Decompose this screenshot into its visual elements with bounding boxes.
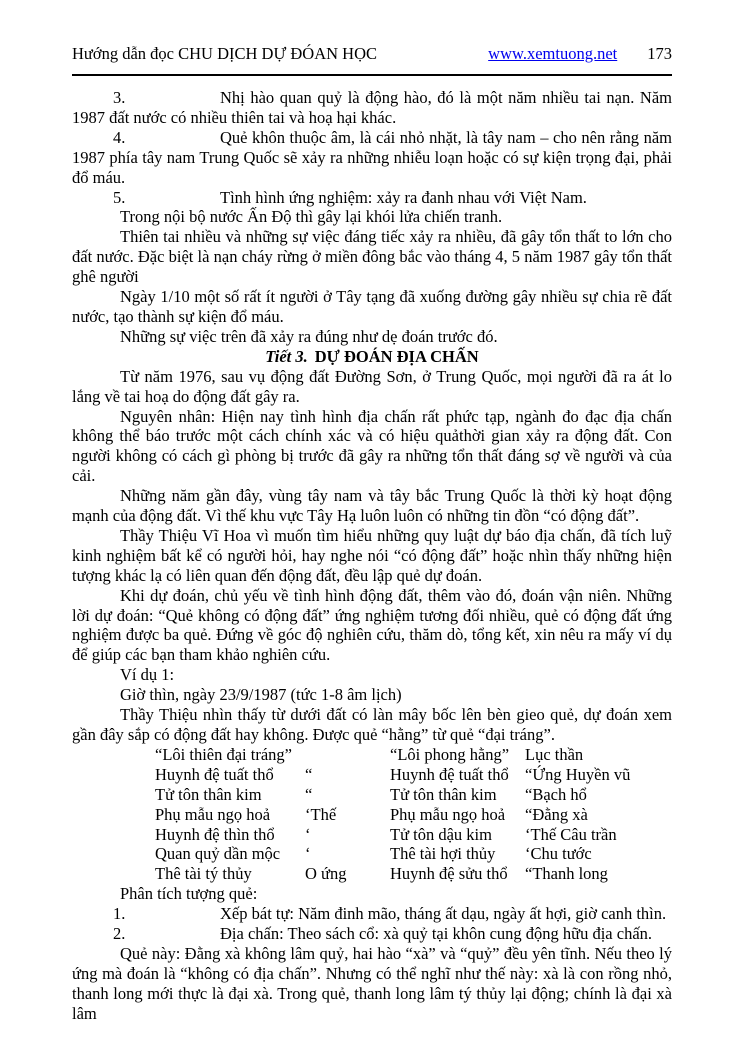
hexagram-cell-mark: ‘Thế — [305, 804, 337, 824]
paragraph-1976: Từ năm 1976, sau vụ động đất Đường Sơn, ở Trung Quốc, mọi người đã ra át lo lắng về tai hoạ do động đất gây ra. — [72, 366, 672, 406]
paragraph-disasters: Thiên tai nhiều và những sự việc đáng tiếc xảy ra nhiều, đã gây tổn thất to lớn cho đất nước. Đặc biệt là nạn cháy rừng ở miền đông bắc vào tháng 4, 5 năm 1987 gây tổn thất ghê người — [72, 227, 672, 287]
hexagram-cell-mark: “ — [305, 784, 313, 804]
paragraph-recent-years: Những năm gần đây, vùng tây nam và tây bắc Trung Quốc là thời kỳ hoạt động mạnh của động đất. Vì thế khu vực Tây Hạ luôn luôn có những tin đồn “có động đất”. — [72, 486, 672, 526]
list-item-5 — [72, 188, 672, 208]
hexagram-row — [155, 844, 672, 864]
paragraph-example-label: Ví dụ 1: — [120, 665, 175, 685]
paragraph-date: Giờ thìn, ngày 23/9/1987 (tức 1-8 âm lịch) — [120, 685, 402, 705]
list-item-3 — [72, 88, 672, 128]
page-number: 173 — [647, 44, 672, 63]
hexagram-cell-mark: ‘ — [305, 824, 311, 844]
hexagram-row — [155, 745, 672, 765]
list-item-5-number: 5. — [113, 187, 126, 207]
hexagram-cell-left: Huynh đệ tuất thổ — [155, 764, 274, 784]
hexagram-row — [155, 825, 672, 845]
hexagram-row — [155, 864, 672, 884]
hexagram-cell-spirit: ‘Thế Câu trần — [525, 824, 617, 844]
hexagram-cell-left: Phụ mẫu ngọ hoả — [155, 804, 271, 824]
hexagram-cell-left: “Lôi thiên đại tráng” — [155, 744, 292, 764]
hexagram-cell-right: “Lôi phong hằng” — [390, 744, 510, 764]
hexagram-cell-spirit: “Ứng Huyền vũ — [525, 764, 631, 784]
hexagram-cell-left: Thê tài tý thủy — [155, 864, 252, 884]
hexagram-cell-spirit: ‘Chu tước — [525, 844, 592, 864]
hexagram-cell-mark — [305, 745, 390, 765]
list-item-3-text: Nhị hào quan quỷ là động hào, đó là một năm nhiều tai nạn. Năm 1987 đất nước có nhiều thiên tai và hoạ hại khác. — [72, 88, 672, 127]
section-heading-title: DỰ ĐOÁN ĐỊA CHẤN — [314, 346, 479, 366]
paragraph-tibet: Ngày 1/10 một số rất ít người ở Tây tạng đã xuống đường gây nhiều sự chia rẽ đất nước, tạo thành sự kiện đổ máu. — [72, 287, 672, 326]
hexagram-row — [155, 765, 672, 785]
list-item-2 — [72, 924, 672, 944]
page-body — [72, 88, 672, 1024]
hexagram-cell-right: Thê tài hợi thủy — [390, 844, 496, 864]
list-item-4 — [72, 128, 672, 188]
paragraph-predicted: Những sự việc trên đã xảy ra đúng như dẹ đoán trước đó. — [120, 326, 498, 346]
section-heading — [72, 347, 672, 367]
paragraph-conclusion: Quẻ này: Đằng xà không lâm quỷ, hai hào “xà” và “quỷ” đều yên tĩnh. Nếu theo lý ứng mà đoán là “không có địa chấn”. Nhưng có thể nghĩ như thế này: xà là con rồng nhỏ, thanh long mới thực là đại xà. Trong quẻ, thanh long lâm tý thủy lại động; chính là đại xà lâm — [72, 943, 672, 1023]
list-item-3-number: 3. — [113, 88, 126, 107]
list-item-4-text: Quẻ khôn thuộc âm, là cái nhỏ nhặt, là tây nam – cho nên rằng năm 1987 phía tây nam Trung Quốc sẽ xảy ra những nhiễu loạn hoặc có sự kiện trọng đại, phải đổ máu. — [72, 127, 672, 187]
hexagram-cell-spirit: Lục thần — [525, 744, 584, 764]
paragraph-india: Trong nội bộ nước Ấn Độ thì gây lại khói lửa chiến tranh. — [120, 207, 503, 227]
hexagram-cell-spirit: “Đằng xà — [525, 804, 588, 824]
hexagram-cell-left: Quan quỷ dần mộc — [155, 844, 281, 864]
hexagram-row — [155, 805, 672, 825]
list-item-1 — [72, 904, 672, 924]
paragraph-thieu-vi-hoa: Thầy Thiệu Vĩ Hoa vì muốn tìm hiểu những quy luật dự báo địa chấn, đã tích luỹ kinh nghiệm bất kể có người hỏi, hay nghe nói “có động đất” hoặc nhìn thấy những hiện tượng khác lạ có liên quan đến động đất, đều lập quẻ dự đoán. — [72, 525, 672, 585]
list-item-2-number: 2. — [113, 924, 126, 944]
section-heading-prefix: Tiết 3. — [265, 346, 308, 366]
paragraph-prediction-method: Khi dự đoán, chủ yếu về tình hình động đất, thêm vào đó, đoán vận niên. Những lời dự đoán: “Quẻ không có động đất” ứng nghiệm tương đối nhiều, quẻ có động đất ứng nghiệm được ba quẻ. Đứng về góc độ nghiên cứu, thăm dò, tổng kết, xin nêu ra mấy ví dụ để giúp các bạn tham khảo nghiên cứu. — [72, 585, 672, 665]
page-header — [72, 44, 672, 76]
hexagram-cell-right: Tử tôn dậu kim — [390, 824, 492, 844]
hexagram-cell-left: Huynh đệ thìn thổ — [155, 824, 275, 844]
paragraph-casting: Thầy Thiệu nhìn thấy từ dưới đất có làn mây bốc lên bèn gieo quẻ, dự đoán xem gần đây sắp có động đất hay không. Được quẻ “hằng” từ quẻ “đại tráng”. — [72, 705, 672, 744]
hexagram-cell-spirit: “Thanh long — [525, 864, 608, 884]
hexagram-table — [155, 745, 672, 884]
hexagram-cell-right: Phụ mẫu ngọ hoả — [390, 804, 506, 824]
list-item-4-number: 4. — [113, 127, 126, 147]
hexagram-cell-right: Tử tôn thân kim — [390, 784, 497, 804]
hexagram-cell-right: Huynh đệ tuất thổ — [390, 764, 509, 784]
header-website-link[interactable]: www.xemtuong.net — [488, 44, 618, 63]
hexagram-cell-mark: O ứng — [305, 864, 347, 884]
paragraph-analysis-label: Phân tích tượng quẻ: — [120, 884, 258, 904]
hexagram-cell-mark: “ — [305, 764, 313, 784]
list-item-5-text: Tình hình ứng nghiệm: xảy ra đanh nhau với Việt Nam. — [220, 187, 587, 207]
list-item-2-text: Địa chấn: Theo sách cổ: xà quỷ tại khôn cung động hữu địa chấn. — [220, 924, 653, 944]
list-item-1-number: 1. — [113, 904, 126, 924]
paragraph-reason: Nguyên nhân: Hiện nay tình hình địa chấn rất phức tạp, ngành đo đạc địa chấn không thể báo trước một cách chính xác và có hiệu quảthời gian xảy ra động đất. Con người không có cách gì phòng bị trước đã gây ra những tổn thất đáng sợ về người và của cải. — [72, 406, 672, 486]
list-item-1-text: Xếp bát tự: Năm đinh mão, tháng ất dạu, ngày ất hợi, giờ canh thìn. — [220, 904, 667, 924]
hexagram-cell-right: Huynh đệ sửu thổ — [390, 864, 508, 884]
hexagram-row — [155, 785, 672, 805]
hexagram-cell-spirit: “Bạch hổ — [525, 784, 587, 804]
header-title: Hướng dẫn đọc CHU DỊCH DỰ ĐÓAN HỌC — [72, 44, 377, 63]
hexagram-cell-left: Tử tôn thân kim — [155, 784, 262, 804]
hexagram-cell-mark: ‘ — [305, 844, 311, 864]
